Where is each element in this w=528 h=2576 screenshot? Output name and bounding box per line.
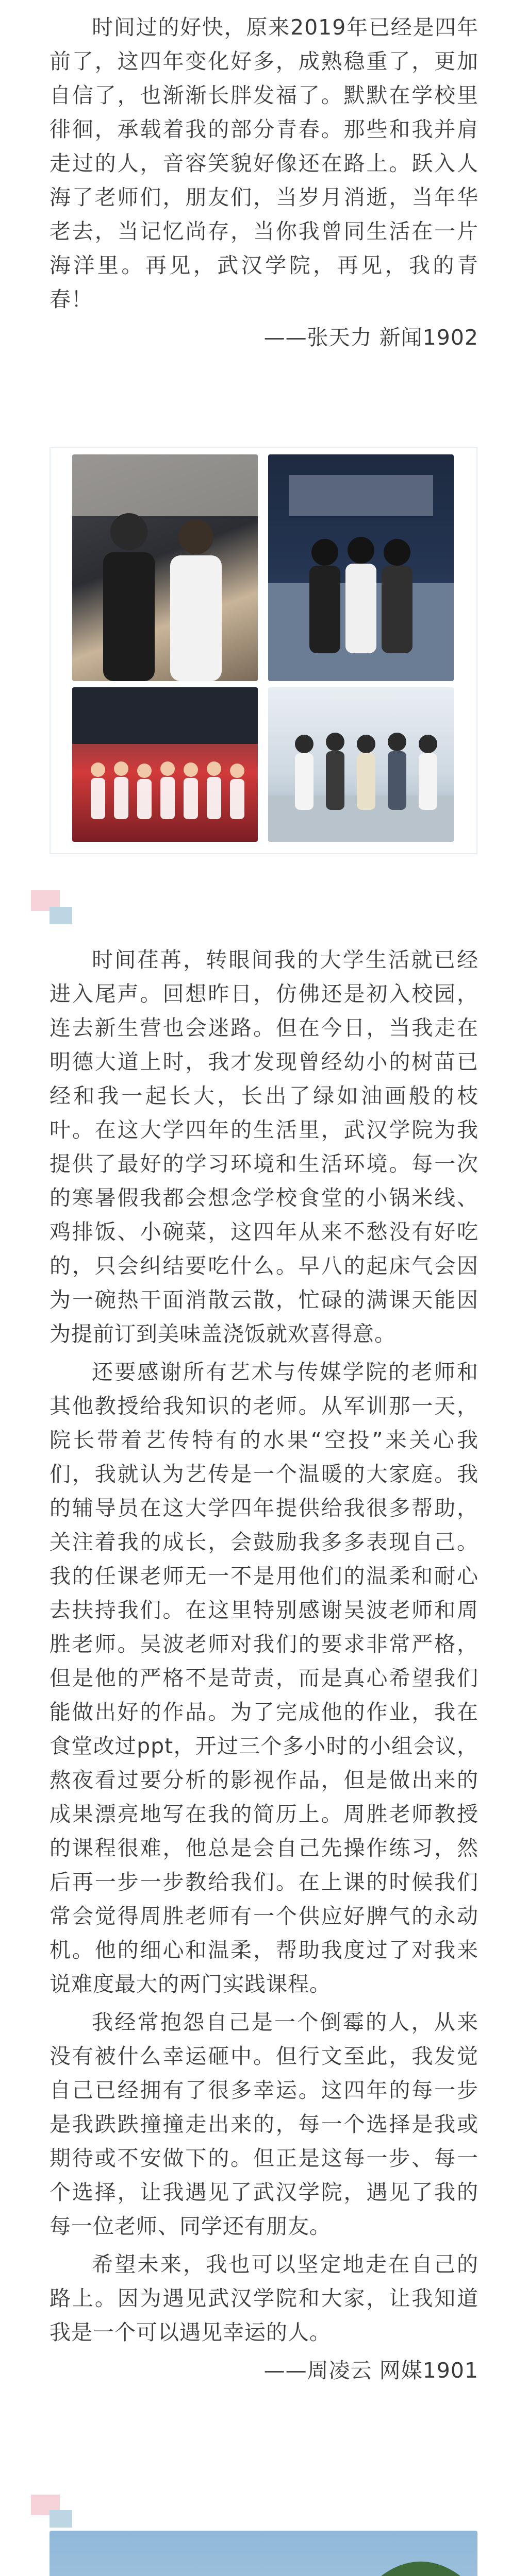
people-silhouette-icon xyxy=(268,687,454,842)
section1-text xyxy=(50,10,478,354)
campus-building-photo xyxy=(50,2531,477,2576)
people-silhouette-icon xyxy=(268,454,454,681)
section2-text xyxy=(50,943,478,2387)
section2-paragraph-1: 时间荏苒，转眼间我的大学生活就已经进入尾声。回想昨日，仿佛还是初入校园，连去新生营也会迷路。但在今日，当我走在明德大道上时，我才发现曾经幼小的树苗已经和我一起长大，长出了绿如油画般的枝叶。在这大学四年的生活里，武汉学院为我提供了最好的学习环境和生活环境。每一次的寒暑假我都会想念学校食堂的小锅米线、鸡排饭、小碗菜，这四年从来不愁没有好吃的，只会纠结要吃什么。早八的起床气会因为一碗热干面消散云散，忙碌的满课天能因为提前订到美味盖浇饭就欢喜得意。 xyxy=(50,947,478,1346)
section1-signature: ——张天力 新闻1902 xyxy=(263,325,478,350)
section2-signature: ——周凌云 网媒1901 xyxy=(263,2358,478,2383)
group-photo-3 xyxy=(72,687,258,842)
section2-paragraph-4: 希望未来，我也可以坚定地走在自己的路上。因为遇见武汉学院和大家，让我知道我是一个可以遇见幸运的人。 xyxy=(50,2252,478,2345)
decorative-blue-block xyxy=(50,2510,72,2528)
group-photo-1 xyxy=(72,454,258,681)
section2-paragraph-2: 还要感谢所有艺术与传媒学院的老师和其他教授给我知识的老师。从军训那一天，院长带着艺传特有的水果“空投”来关心我们，我就认为艺传是一个温暖的大家庭。我的辅导员在这大学四年提供给我很多帮助，关注着我的成长，会鼓励我多多表现自己。我的任课老师无一不是用他们的温柔和耐心去扶持我们。在这里特别感谢吴波老师和周胜老师。吴波老师对我们的要求非常严格，但是他的严格不是苛责，而是真心希望我们能做出好的作品。为了完成他的作业，我在食堂改过ppt，开过三个多小时的小组会议，熬夜看过要分析的影视作品，但是做出来的成果漂亮地写在我的简历上。周胜老师教授的课程很难，他总是会自己先操作练习，然后再一步一步教给我们。在上课的时候我们常会觉得周胜老师有一个供应好脾气的永动机。他的细心和温柔，帮助我度过了对我来说难度最大的两门实践课程。 xyxy=(50,1360,478,1996)
decorative-blue-block xyxy=(50,907,72,924)
group-photo-2 xyxy=(268,454,454,681)
building-icon xyxy=(50,2531,477,2576)
section1-paragraph: 时间过的好快，原来2019年已经是四年前了，这四年变化好多，成熟稳重了，更加自信了，也渐渐长胖发福了。默默在学校里徘徊，承载着我的部分青春。那些和我并肩走过的人，音容笑貌好像还在路上。跃入人海了老师们，朋友们，当岁月消逝，当年华老去，当记忆尚存，当你我曾同生活在一片海洋里。再见，武汉学院，再见，我的青春！ xyxy=(50,15,478,312)
people-silhouette-icon xyxy=(72,687,258,842)
group-photo-4 xyxy=(268,687,454,842)
people-silhouette-icon xyxy=(72,454,258,681)
section2-paragraph-3: 我经常抱怨自己是一个倒霉的人，从来没有被什么幸运砸中。但行文至此，我发觉自己已经拥有了很多幸运。这四年的每一步是我跌跌撞撞走出来的，每一个选择是我或期待或不安做下的。但正是这每一步、每一个选择，让我遇见了武汉学院，遇见了我的每一位老师、同学还有朋友。 xyxy=(50,2010,478,2239)
